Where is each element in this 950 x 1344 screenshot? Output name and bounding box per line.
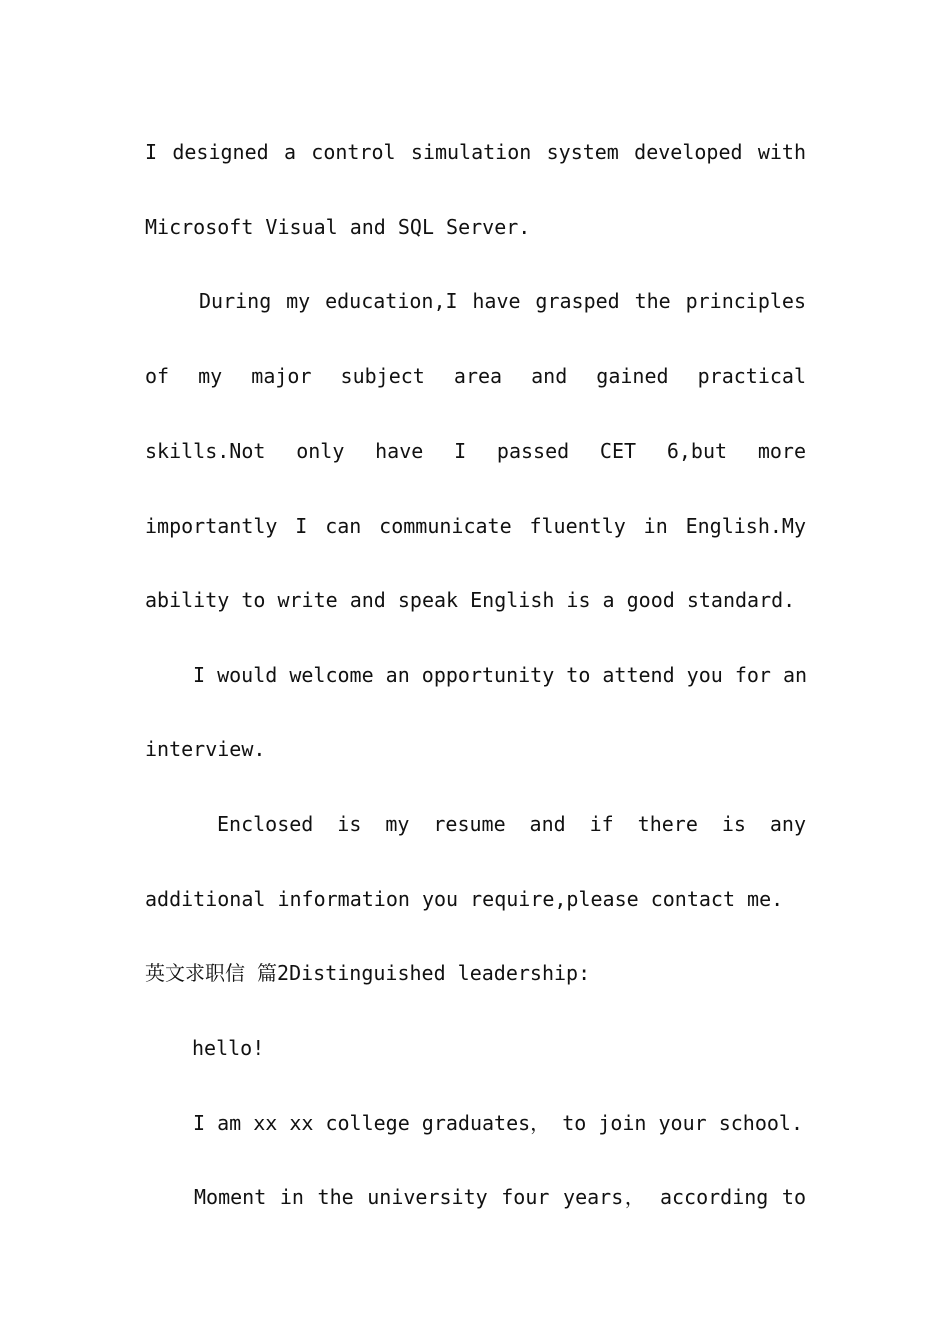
section-heading: 英文求职信 篇2Distinguished leadership:	[145, 961, 591, 985]
paragraph-line: I am xx xx college graduates， to join your school.	[193, 1111, 804, 1135]
paragraph-line: importantly I can communicate fluently in English.My	[145, 514, 806, 538]
paragraph-line: additional information you require,please contact me.	[145, 887, 784, 911]
paragraph-line: skills.Not only have I passed CET 6,but more	[145, 439, 806, 463]
paragraph-line: Moment in the university four years， according to	[194, 1185, 806, 1209]
paragraph-line: interview.	[145, 737, 266, 761]
paragraph-line: ability to write and speak English is a good standard.	[145, 588, 796, 612]
paragraph-line: Enclosed is my resume and if there is any	[217, 812, 806, 836]
paragraph-line: I designed a control simulation system developed with	[145, 140, 806, 164]
paragraph-line: I would welcome an opportunity to attend you for an	[193, 663, 808, 687]
paragraph-line: During my education,I have grasped the principles	[199, 289, 806, 313]
paragraph-line: of my major subject area and gained practical	[145, 364, 806, 388]
paragraph-line: Microsoft Visual and SQL Server.	[145, 215, 531, 239]
greeting-line: hello!	[192, 1036, 265, 1060]
